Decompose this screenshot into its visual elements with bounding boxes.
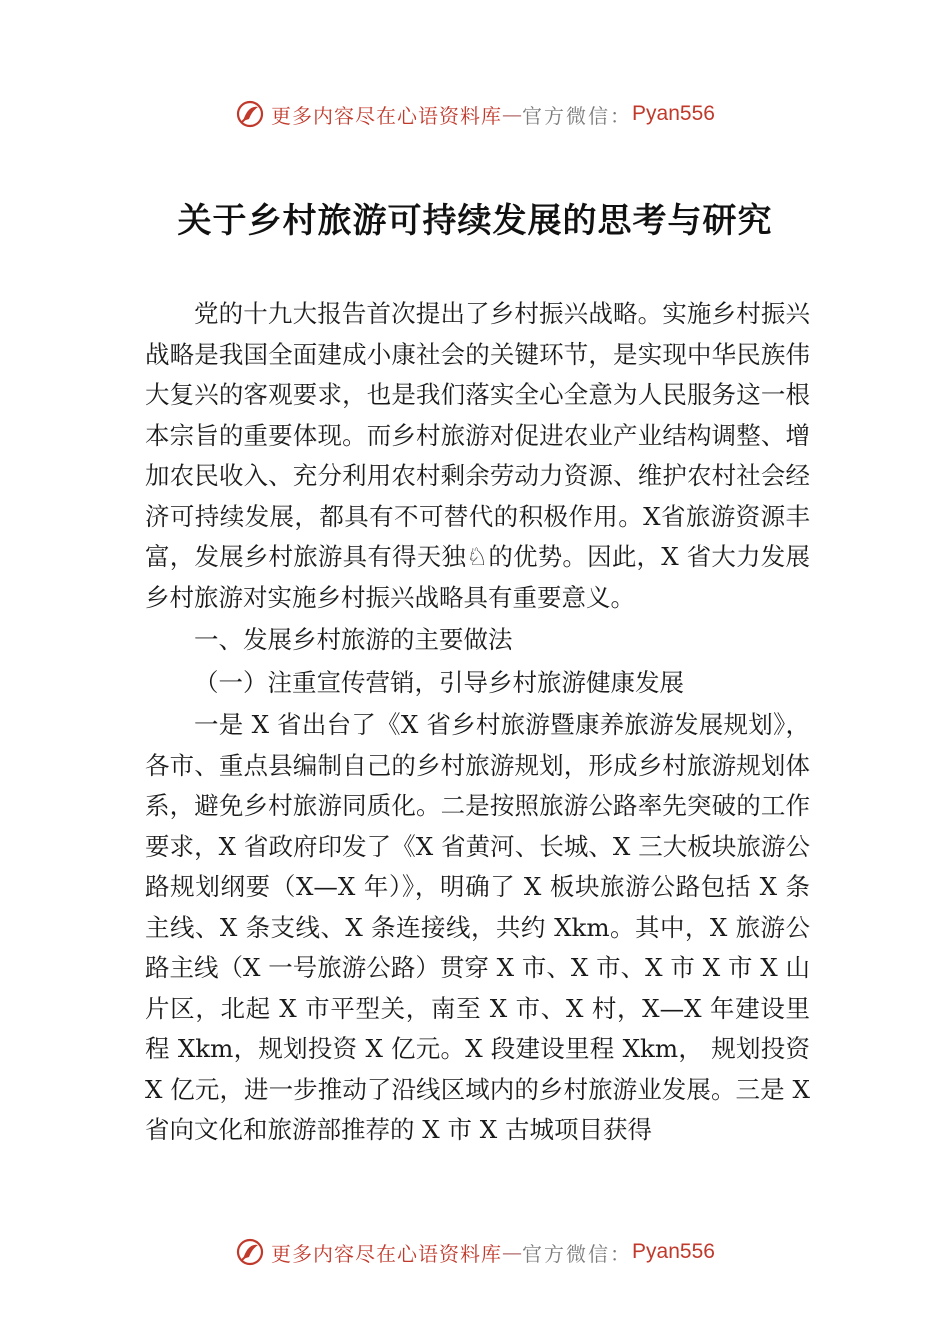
banner-wechat-label: 官方微信： [522, 1241, 633, 1266]
banner-text: 更多内容尽在心语资料库 [271, 103, 503, 128]
banner-dash: — [502, 102, 523, 126]
banner-wechat-label: 官方微信： [522, 103, 633, 128]
subsection-heading: （一）注重宣传营销，引导乡村旅游健康发展 [194, 667, 684, 697]
banner-dash: — [502, 1240, 523, 1264]
footer-banner [0, 1232, 950, 1272]
body-paragraph: 一是 X 省出台了《X 省乡村旅游暨康养旅游发展规划》，各市、重点县编制自己的乡村旅游规划，形成乡村旅游规划体系，避免乡村旅游同质化。二是按照旅游公路率先突破的工作要求，X 省政府印发了《X 省黄河、长城、X 三大板块旅游公路规划纲要（X—X 年）》，明确了 X 板块旅游公路包括 X 条主线、X 条支线、X 条连接线，共约 Xkm。其中，X 旅游公路主线（X 一号旅游公路）贯穿 X 市、X 市、X 市 X 市 X 山片区，北起 X 市平型关，南至 X 市、X 村，X—X 年建设里程 Xkm，规划投资 X 亿元。X 段建设里程 Xkm， 规划投资 X 亿元，进一步推动了沿线区域内的乡村旅游业发展。三是 X 省向文化和旅游部推荐的 X 市 X 古城项目获得 [145, 710, 810, 1144]
banner-text: 更多内容尽在心语资料库 [271, 1241, 503, 1266]
logo-icon [235, 1237, 265, 1267]
logo-icon [235, 99, 265, 129]
intro-paragraph: 党的十九大报告首次提出了乡村振兴战略。实施乡村振兴战略是我国全面建成小康社会的关键环节，是实现中华民族伟大复兴的客观要求，也是我们落实全心全意为人民服务这一根本宗旨的重要体现。而乡村旅游对促进农业产业结构调整、增加农民收入、充分利用农村剩余劳动力资源、维护农村社会经济可持续发展，都具有不可替代的积极作用。X省旅游资源丰富，发展乡村旅游具有得天独♘的优势。因此，X 省大力发展乡村旅游对实施乡村振兴战略具有重要意义。 [145, 299, 810, 612]
banner-wechat-id: Pyan556 [632, 102, 715, 125]
section-heading: 一、发展乡村旅游的主要做法 [194, 625, 513, 654]
document-title: 关于乡村旅游可持续发展的思考与研究 [177, 201, 773, 241]
document-body [145, 294, 810, 1151]
banner-wechat-id: Pyan556 [632, 1240, 715, 1263]
header-banner [0, 94, 950, 134]
